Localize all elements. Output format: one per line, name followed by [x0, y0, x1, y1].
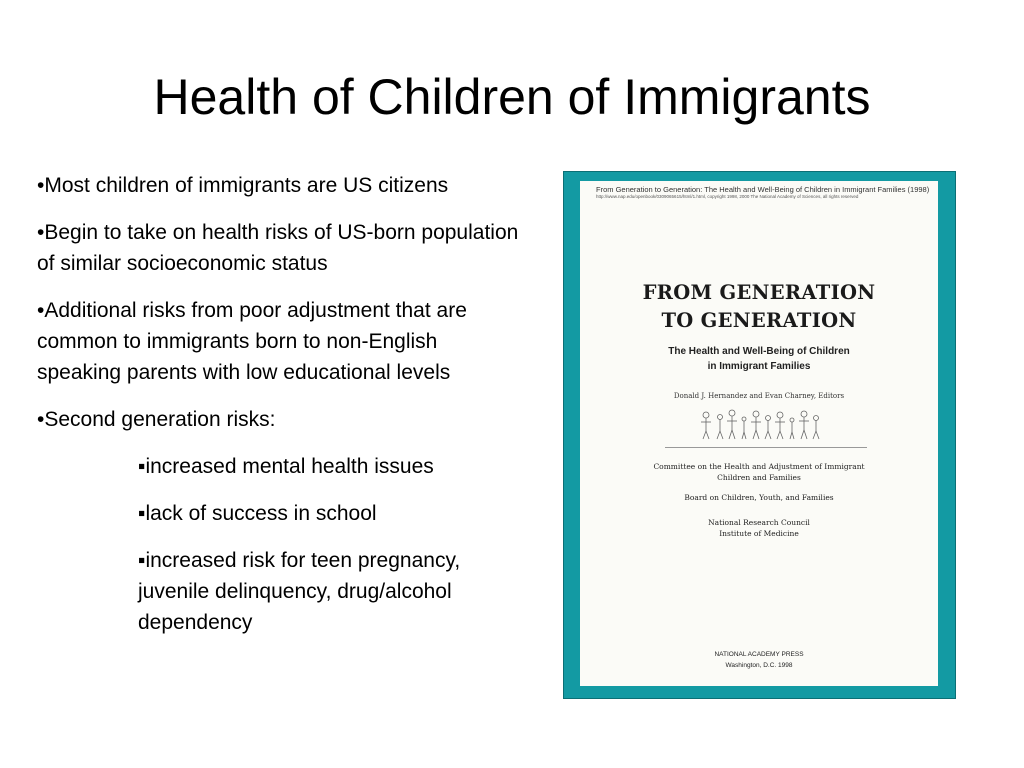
bullet-item: •Most children of immigrants are US citizens — [37, 174, 449, 197]
cover-publisher-line: Washington, D.C. 1998 — [725, 662, 793, 669]
cover-header-url: http://www.nap.edu/openbook/0309065615/html/1.html, copyright 1998, 2000 The National Academy of Sciences, all rights reserved — [596, 194, 859, 199]
cover-subtitle — [580, 344, 938, 374]
cover-title-line: TO GENERATION — [661, 309, 857, 332]
cover-subtitle-line: The Health and Well-Being of Children — [668, 346, 850, 357]
cover-board: Board on Children, Youth, and Families — [684, 493, 834, 502]
bullet-item: •Second generation risks: — [37, 408, 276, 431]
cover-title — [580, 279, 938, 335]
cover-title-line: FROM GENERATION — [642, 281, 876, 304]
book-cover-image — [563, 171, 956, 699]
cover-committee — [580, 461, 938, 483]
slide-title: Health of Children of Immigrants — [153, 69, 871, 125]
cover-publisher-line: NATIONAL ACADEMY PRESS — [714, 651, 804, 658]
sub-bullet-item: ▪increased mental health issues — [138, 455, 434, 478]
cover-institutions — [580, 517, 938, 539]
bullet-list — [37, 170, 527, 654]
cover-committee-line: Children and Families — [717, 473, 801, 482]
cover-institution-line: National Research Council — [708, 518, 810, 527]
sub-bullet-item: ▪lack of success in school — [138, 502, 377, 525]
cover-publisher — [580, 649, 938, 671]
cover-editors: Donald J. Hernandez and Evan Charney, Editors — [673, 392, 845, 400]
bullet-item: •Additional risks from poor adjustment that are common to immigrants born to non-English speaking parents with low educational levels — [37, 299, 467, 384]
cover-committee-line: Committee on the Health and Adjustment of Immigrant — [653, 462, 865, 471]
cover-institution-line: Institute of Medicine — [719, 529, 799, 538]
book-cover-page — [580, 181, 938, 686]
family-illustration — [698, 407, 822, 441]
cover-subtitle-line: in Immigrant Families — [707, 361, 811, 372]
bullet-item: •Begin to take on health risks of US-born population of similar socioeconomic status — [37, 221, 519, 275]
sub-bullet-item: ▪increased risk for teen pregnancy, juvenile delinquency, drug/alcohol dependency — [138, 549, 461, 634]
cover-divider — [665, 447, 867, 448]
cover-header-title: From Generation to Generation: The Health and Well-Being of Children in Immigrant Families (1998) — [596, 185, 930, 194]
